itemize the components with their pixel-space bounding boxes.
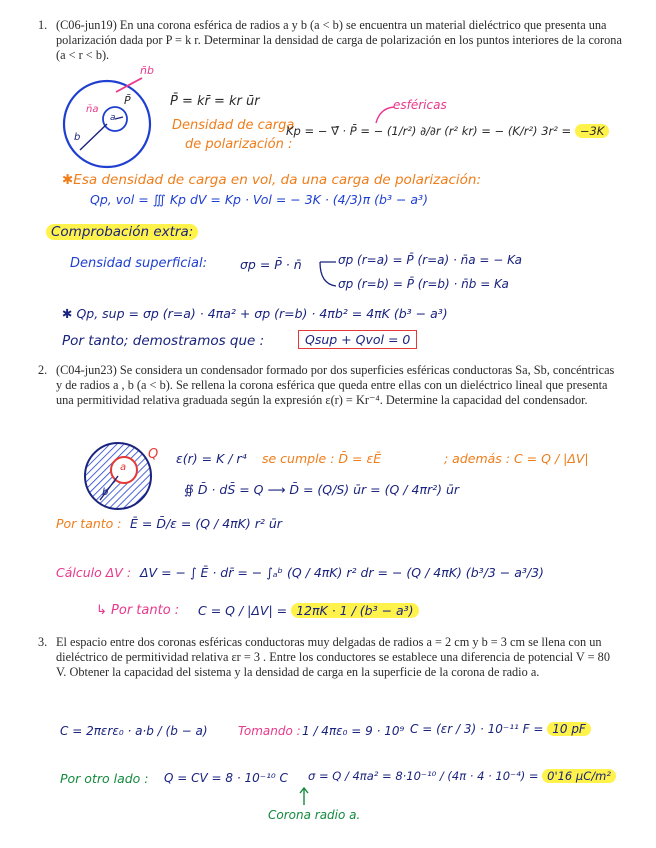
spherical-capacity-formula: C = 2πεrε₀ · a·b / (b − a) bbox=[60, 724, 208, 738]
problem-text: (C04-jun23) Se considera un condensador formado por dos superficies esféricas conductoras Sa, Sb, concéntricas y de radios a , b (a < b). Se rellena la corona esférica que queda entre ellas con un dieléctrico lineal que presenta una permitividad relativa graduada según la expresión ε(r) = Kr⁻⁴. Determine la capacidad del condensador. bbox=[56, 363, 615, 407]
volume-charge-note: ✱Esa densidad de carga en vol, da una carga de polarización: bbox=[62, 172, 482, 188]
capacitor-figure bbox=[78, 440, 158, 512]
vector-p-label: P̄ bbox=[124, 94, 131, 107]
polarization-equation: P̄ = kr̄ = kr ūr bbox=[170, 94, 260, 109]
permittivity-equation: ε(r) = K / r⁴ bbox=[176, 451, 247, 466]
corona-radius-note: Corona radio a. bbox=[268, 808, 361, 822]
inner-radius-a-label: a bbox=[120, 462, 127, 473]
gauss-law-equation: ∯ D̄ · dS̄ = Q ⟶ D̄ = (Q/S) ūr = (Q / 4πr²) ūr bbox=[184, 482, 460, 497]
esfericas-note: esféricas bbox=[393, 98, 447, 112]
volume-charge-equation: Qp, vol = ∭ Kp dV = Kp · Vol = − 3K · (4/3)π (b³ − a³) bbox=[90, 192, 428, 207]
capacity-numeric-calc: C = (εr / 3) · 10⁻¹¹ F = bbox=[410, 722, 544, 736]
therefore-label: Por tanto : bbox=[56, 516, 122, 531]
otherwise-label: Por otro lado : bbox=[60, 771, 149, 786]
outer-radius-b-label: b bbox=[102, 487, 109, 498]
potential-difference-equation: ΔV = − ∫ Ē · dr̄ = − ∫ₐᵇ (Q / 4πK) r² dr = − (Q / 4πK) (b³/3 − a³/3) bbox=[140, 565, 544, 580]
problem-2-statement bbox=[38, 363, 623, 408]
relation-d-e: se cumple : D̄ = εĒ bbox=[262, 451, 382, 466]
charge-q-label: Q bbox=[148, 447, 159, 462]
capacity-numeric-result: 10 pF bbox=[547, 722, 591, 736]
radius-a-label: a bbox=[110, 113, 116, 123]
problem-text: El espacio entre dos coronas esféricas conductoras muy delgadas de radios a = 2 cm y b = 3 cm se llena con un dieléctrico de permitividad relativa εr = 3 . Entre los conductores se establece una diferencia de potencial V = 80 V. Obtener la capacidad del sistema y la densidad de carga en la superficie de la corona de radio a. bbox=[56, 635, 610, 679]
electric-field-equation: Ē = D̄/ε = (Q / 4πK) r² ūr bbox=[130, 516, 282, 531]
radius-b-label: b bbox=[74, 132, 81, 143]
capacity-definition: ; además : C = Q / |ΔV| bbox=[444, 451, 589, 466]
corona-arrow bbox=[299, 786, 309, 806]
surface-density-result: 0'16 μC/m² bbox=[542, 769, 616, 783]
normal-na-label: n̄a bbox=[86, 104, 99, 115]
conclusion-boxed-result: Qsup + Qvol = 0 bbox=[298, 330, 417, 349]
problem-number: 3. bbox=[38, 635, 48, 649]
capacity-final-derivation: C = Q / |ΔV| = bbox=[198, 603, 288, 618]
problem-3-statement bbox=[38, 635, 623, 680]
volume-density-formula bbox=[286, 124, 609, 138]
capacity-final-expression bbox=[198, 603, 419, 618]
branch-arrows bbox=[318, 258, 340, 292]
surface-density-at-a: σp (r=a) = P̄ (r=a) · n̄a = − Ka bbox=[338, 253, 522, 267]
problem-number: 2. bbox=[38, 363, 48, 377]
normal-nb-label: n̄b bbox=[140, 64, 154, 77]
charge-equation: Q = CV = 8 · 10⁻¹⁰ C bbox=[164, 771, 288, 785]
tomando-label: Tomando : bbox=[238, 724, 301, 738]
potential-calc-label: Cálculo ΔV : bbox=[56, 565, 132, 580]
problem-1-statement bbox=[38, 18, 623, 63]
surface-density-at-b: σp (r=b) = P̄ (r=b) · n̄b = Ka bbox=[338, 277, 509, 291]
problem-number: 1. bbox=[38, 18, 48, 32]
volume-density-result: −3K bbox=[575, 124, 610, 138]
capacity-final-result: 12πK · 1 / (b³ − a³) bbox=[291, 603, 418, 618]
surface-charge-equation: ✱ Qp, sup = σp (r=a) · 4πa² + σp (r=b) · 4πb² = 4πK (b³ − a³) bbox=[62, 306, 448, 321]
conclusion-label: Por tanto; demostramos que : bbox=[62, 333, 265, 349]
surface-density-label: Densidad superficial: bbox=[70, 256, 207, 271]
density-label-line-2: de polarización : bbox=[185, 137, 293, 152]
coulomb-constant: 1 / 4πε₀ = 9 · 10⁹ bbox=[302, 724, 405, 738]
density-label-line-1: Densidad de carga bbox=[172, 118, 295, 133]
surface-density-numeric bbox=[308, 769, 616, 783]
volume-density-derivation: Kp = − ∇̄ · P̄ = − (1/r²) ∂/∂r (r² kr) = − (K/r²) 3r² = bbox=[286, 124, 572, 138]
problem-text: (C06-jun19) En una corona esférica de radios a y b (a < b) se encuentra un material dieléctrico que presenta una polarización dada por P = k r. Determinar la densidad de carga de polarización en los puntos interiores de la corona (a < r < b). bbox=[56, 18, 622, 62]
esfericas-arrow bbox=[372, 104, 396, 126]
surface-density-definition: σp = P̄ · n̄ bbox=[240, 257, 302, 272]
capacity-numeric bbox=[410, 722, 591, 736]
final-therefore-label: ↳ Por tanto : bbox=[96, 603, 180, 618]
extra-check-heading: Comprobación extra: bbox=[46, 224, 198, 240]
surface-density-calc: σ = Q / 4πa² = 8·10⁻¹⁰ / (4π · 4 · 10⁻⁴) = bbox=[308, 769, 539, 783]
